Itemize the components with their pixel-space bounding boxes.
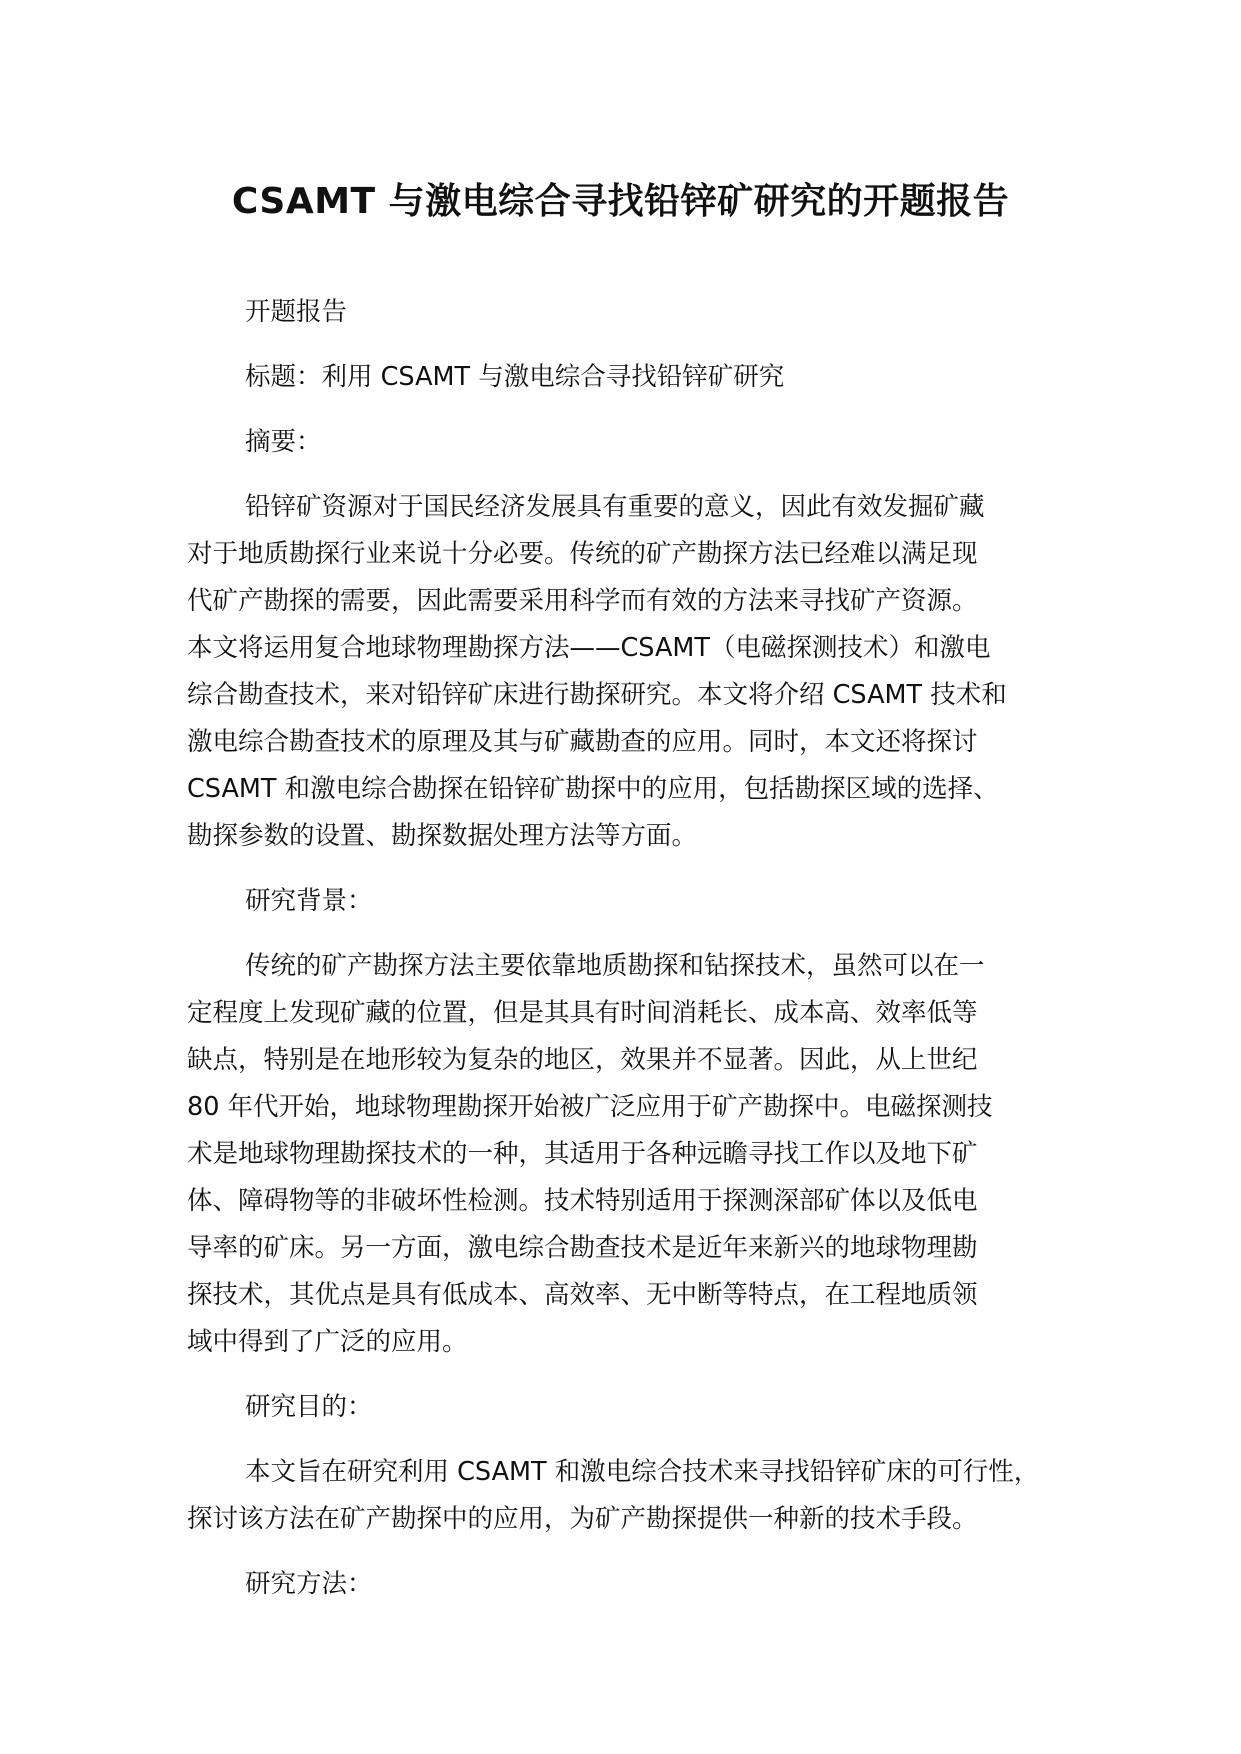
paragraph-line: 激电综合勘查技术的原理及其与矿藏勘查的应用。同时，本文还将探讨 bbox=[187, 727, 978, 757]
paragraph-line: 探技术，其优点是具有低成本、高效率、无中断等特点，在工程地质领 bbox=[187, 1280, 978, 1310]
paragraph-line: 定程度上发现矿藏的位置，但是其具有时间消耗长、成本高、效率低等 bbox=[187, 998, 978, 1028]
paragraph-line: CSAMT 和激电综合勘探在铅锌矿勘探中的应用，包括勘探区域的选择、 bbox=[187, 774, 999, 804]
purpose-paragraph bbox=[187, 1449, 1067, 1543]
paragraph-line: 铅锌矿资源对于国民经济发展具有重要的意义，因此有效发掘矿藏 bbox=[245, 492, 985, 522]
paragraph-line: 对于地质勘探行业来说十分必要。传统的矿产勘探方法已经难以满足现 bbox=[187, 539, 978, 569]
paragraph-line: 探讨该方法在矿产勘探中的应用，为矿产勘探提供一种新的技术手段。 bbox=[187, 1504, 978, 1534]
paragraph-line: 体、障碍物等的非破坏性检测。技术特别适用于探测深部矿体以及低电 bbox=[187, 1186, 978, 1216]
purpose-heading: 研究目的： bbox=[245, 1392, 373, 1422]
paragraph-line: 域中得到了广泛的应用。 bbox=[187, 1327, 468, 1357]
paragraph-line: 80 年代开始，地球物理勘探开始被广泛应用于矿产勘探中。电磁探测技 bbox=[187, 1092, 993, 1122]
paragraph-line: 缺点，特别是在地形较为复杂的地区，效果并不显著。因此，从上世纪 bbox=[187, 1045, 978, 1075]
paragraph-line: 本文旨在研究利用 CSAMT 和激电综合技术来寻找铅锌矿床的可行性， bbox=[245, 1457, 1040, 1487]
abstract-paragraph bbox=[187, 484, 1067, 860]
document-title: CSAMT 与激电综合寻找铅锌矿研究的开题报告 bbox=[231, 181, 1010, 222]
paragraph-line: 导率的矿床。另一方面，激电综合勘查技术是近年来新兴的地球物理勘 bbox=[187, 1233, 978, 1263]
document-body bbox=[187, 289, 1067, 1608]
paragraph-line: 代矿产勘探的需要，因此需要采用科学而有效的方法来寻找矿产资源。 bbox=[187, 586, 978, 616]
report-label: 开题报告 bbox=[245, 297, 348, 327]
abstract-heading: 摘要： bbox=[245, 427, 322, 457]
paragraph-line: 勘探参数的设置、勘探数据处理方法等方面。 bbox=[187, 821, 698, 851]
paragraph-line: 术是地球物理勘探技术的一种，其适用于各种远瞻寻找工作以及地下矿 bbox=[187, 1139, 978, 1169]
paragraph-line: 综合勘查技术，来对铅锌矿床进行勘探研究。本文将介绍 CSAMT 技术和 bbox=[187, 680, 1007, 710]
subject-line: 标题：利用 CSAMT 与激电综合寻找铅锌矿研究 bbox=[245, 362, 785, 392]
method-heading: 研究方法： bbox=[245, 1569, 373, 1599]
background-paragraph bbox=[187, 943, 1067, 1366]
background-heading: 研究背景： bbox=[245, 886, 373, 916]
paragraph-line: 本文将运用复合地球物理勘探方法——CSAMT（电磁探测技术）和激电 bbox=[187, 633, 991, 663]
paragraph-line: 传统的矿产勘探方法主要依靠地质勘探和钻探技术，虽然可以在一 bbox=[245, 951, 985, 981]
